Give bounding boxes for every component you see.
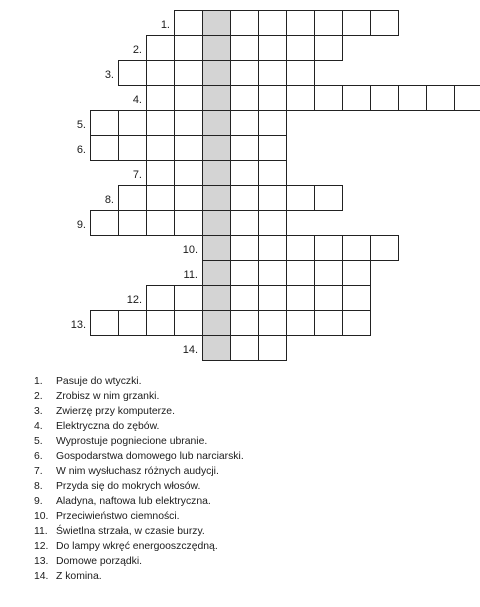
letter-cell[interactable] [174, 185, 203, 211]
letter-cell[interactable] [258, 85, 287, 111]
clue-text: Domowe porządki. [56, 556, 143, 567]
key-cell[interactable] [202, 135, 231, 161]
letter-cell[interactable] [118, 60, 147, 86]
letter-cell[interactable] [146, 135, 175, 161]
key-cell[interactable] [202, 260, 231, 286]
clue-item [34, 419, 244, 434]
letter-cell[interactable] [118, 210, 147, 236]
key-cell[interactable] [202, 210, 231, 236]
letter-cell[interactable] [118, 310, 147, 336]
row-number-12: 12. [126, 294, 142, 306]
key-cell[interactable] [202, 235, 231, 261]
letter-cell[interactable] [230, 160, 259, 186]
clue-list [34, 374, 244, 584]
clue-number: 2. [34, 391, 43, 402]
letter-cell[interactable] [258, 335, 287, 361]
clue-number: 14. [34, 571, 49, 582]
letter-cell[interactable] [146, 310, 175, 336]
letter-cell[interactable] [258, 35, 287, 61]
letter-cell[interactable] [258, 110, 287, 136]
letter-cell[interactable] [146, 110, 175, 136]
letter-cell[interactable] [454, 85, 480, 111]
letter-cell[interactable] [258, 235, 287, 261]
letter-cell[interactable] [230, 210, 259, 236]
letter-cell[interactable] [230, 310, 259, 336]
letter-cell[interactable] [286, 235, 315, 261]
letter-cell[interactable] [230, 85, 259, 111]
row-number-14: 14. [182, 344, 198, 356]
letter-cell[interactable] [258, 10, 287, 36]
letter-cell[interactable] [146, 185, 175, 211]
clue-text: Zrobisz w nim grzanki. [56, 391, 160, 402]
letter-cell[interactable] [342, 10, 371, 36]
letter-cell[interactable] [258, 160, 287, 186]
key-cell[interactable] [202, 285, 231, 311]
clue-number: 7. [34, 466, 43, 477]
letter-cell[interactable] [314, 310, 343, 336]
key-cell[interactable] [202, 335, 231, 361]
letter-cell[interactable] [146, 60, 175, 86]
letter-cell[interactable] [426, 85, 455, 111]
clue-text: W nim wysłuchasz różnych audycji. [56, 466, 219, 477]
letter-cell[interactable] [286, 310, 315, 336]
row-number-10: 10. [182, 244, 198, 256]
row-number-5: 5. [76, 119, 86, 131]
row-number-13: 13. [70, 319, 86, 331]
clue-number: 11. [34, 526, 48, 537]
clue-number: 13. [34, 556, 49, 567]
letter-cell[interactable] [230, 35, 259, 61]
clue-number: 12. [34, 541, 49, 552]
letter-cell[interactable] [230, 235, 259, 261]
letter-cell[interactable] [342, 310, 371, 336]
key-cell[interactable] [202, 35, 231, 61]
letter-cell[interactable] [146, 35, 175, 61]
letter-cell[interactable] [174, 210, 203, 236]
letter-cell[interactable] [174, 310, 203, 336]
letter-cell[interactable] [174, 10, 203, 36]
clue-item [34, 374, 244, 389]
key-cell[interactable] [202, 310, 231, 336]
clue-item [34, 404, 244, 419]
letter-cell[interactable] [90, 310, 119, 336]
row-number-4: 4. [132, 94, 142, 106]
row-number-8: 8. [104, 194, 114, 206]
key-cell[interactable] [202, 60, 231, 86]
letter-cell[interactable] [314, 185, 343, 211]
letter-cell[interactable] [118, 135, 147, 161]
key-cell[interactable] [202, 110, 231, 136]
letter-cell[interactable] [286, 60, 315, 86]
letter-cell[interactable] [286, 85, 315, 111]
letter-cell[interactable] [286, 260, 315, 286]
letter-cell[interactable] [286, 35, 315, 61]
clue-text: Gospodarstwa domowego lub narciarski. [56, 451, 244, 462]
clue-text: Z komina. [56, 571, 102, 582]
letter-cell[interactable] [286, 185, 315, 211]
row-number-9: 9. [76, 219, 86, 231]
letter-cell[interactable] [286, 285, 315, 311]
row-number-6: 6. [76, 144, 86, 156]
clue-item [34, 434, 244, 449]
key-cell[interactable] [202, 160, 231, 186]
row-number-3: 3. [104, 69, 114, 81]
letter-cell[interactable] [342, 260, 371, 286]
clue-number: 4. [34, 421, 43, 432]
letter-cell[interactable] [174, 135, 203, 161]
letter-cell[interactable] [174, 60, 203, 86]
letter-cell[interactable] [174, 85, 203, 111]
clue-text: Zwierzę przy komputerze. [56, 406, 175, 417]
clue-item [34, 494, 244, 509]
letter-cell[interactable] [342, 235, 371, 261]
clue-text: Przeciwieństwo ciemności. [56, 511, 180, 522]
letter-cell[interactable] [90, 210, 119, 236]
clue-item [34, 524, 244, 539]
clue-number: 10. [34, 511, 49, 522]
clue-item [34, 539, 244, 554]
letter-cell[interactable] [370, 235, 399, 261]
letter-cell[interactable] [146, 210, 175, 236]
letter-cell[interactable] [258, 310, 287, 336]
letter-cell[interactable] [258, 185, 287, 211]
key-cell[interactable] [202, 10, 231, 36]
row-number-7: 7. [132, 169, 142, 181]
letter-cell[interactable] [146, 85, 175, 111]
clue-text: Do lampy wkręć energooszczędną. [56, 541, 218, 552]
letter-cell[interactable] [258, 285, 287, 311]
clue-text: Pasuje do wtyczki. [56, 376, 142, 387]
clue-text: Wyprostuje pogniecione ubranie. [56, 436, 208, 447]
row-number-1: 1. [160, 19, 170, 31]
letter-cell[interactable] [314, 285, 343, 311]
letter-cell[interactable] [314, 235, 343, 261]
letter-cell[interactable] [314, 10, 343, 36]
letter-cell[interactable] [258, 210, 287, 236]
clue-item [34, 569, 244, 584]
letter-cell[interactable] [174, 160, 203, 186]
letter-cell[interactable] [230, 10, 259, 36]
letter-cell[interactable] [370, 10, 399, 36]
letter-cell[interactable] [174, 35, 203, 61]
letter-cell[interactable] [370, 85, 399, 111]
letter-cell[interactable] [230, 60, 259, 86]
clue-text: Aladyna, naftowa lub elektryczna. [56, 496, 211, 507]
clue-text: Elektryczna do zębów. [56, 421, 160, 432]
letter-cell[interactable] [230, 135, 259, 161]
key-cell[interactable] [202, 185, 231, 211]
letter-cell[interactable] [258, 60, 287, 86]
letter-cell[interactable] [174, 285, 203, 311]
letter-cell[interactable] [314, 35, 343, 61]
letter-cell[interactable] [174, 110, 203, 136]
clue-number: 9. [34, 496, 43, 507]
letter-cell[interactable] [286, 10, 315, 36]
letter-cell[interactable] [230, 185, 259, 211]
clue-text: Przyda się do mokrych włosów. [56, 481, 201, 492]
clue-item [34, 389, 244, 404]
clue-number: 5. [34, 436, 43, 447]
clue-number: 6. [34, 451, 43, 462]
clue-item [34, 449, 244, 464]
clue-number: 1. [34, 376, 43, 387]
letter-cell[interactable] [258, 135, 287, 161]
letter-cell[interactable] [314, 85, 343, 111]
clue-item [34, 464, 244, 479]
row-number-2: 2. [132, 44, 142, 56]
key-cell[interactable] [202, 85, 231, 111]
clue-item [34, 554, 244, 569]
letter-cell[interactable] [398, 85, 427, 111]
letter-cell[interactable] [258, 260, 287, 286]
row-number-11: 11. [183, 269, 198, 281]
letter-cell[interactable] [342, 85, 371, 111]
letter-cell[interactable] [230, 110, 259, 136]
letter-cell[interactable] [230, 335, 259, 361]
clue-text: Świetlna strzała, w czasie burzy. [56, 526, 205, 537]
letter-cell[interactable] [146, 160, 175, 186]
letter-cell[interactable] [230, 285, 259, 311]
clue-number: 8. [34, 481, 43, 492]
letter-cell[interactable] [90, 110, 119, 136]
letter-cell[interactable] [118, 185, 147, 211]
letter-cell[interactable] [314, 260, 343, 286]
letter-cell[interactable] [342, 285, 371, 311]
letter-cell[interactable] [118, 110, 147, 136]
clue-item [34, 479, 244, 494]
letter-cell[interactable] [146, 285, 175, 311]
letter-cell[interactable] [90, 135, 119, 161]
clue-item [34, 509, 244, 524]
clue-number: 3. [34, 406, 43, 417]
letter-cell[interactable] [230, 260, 259, 286]
